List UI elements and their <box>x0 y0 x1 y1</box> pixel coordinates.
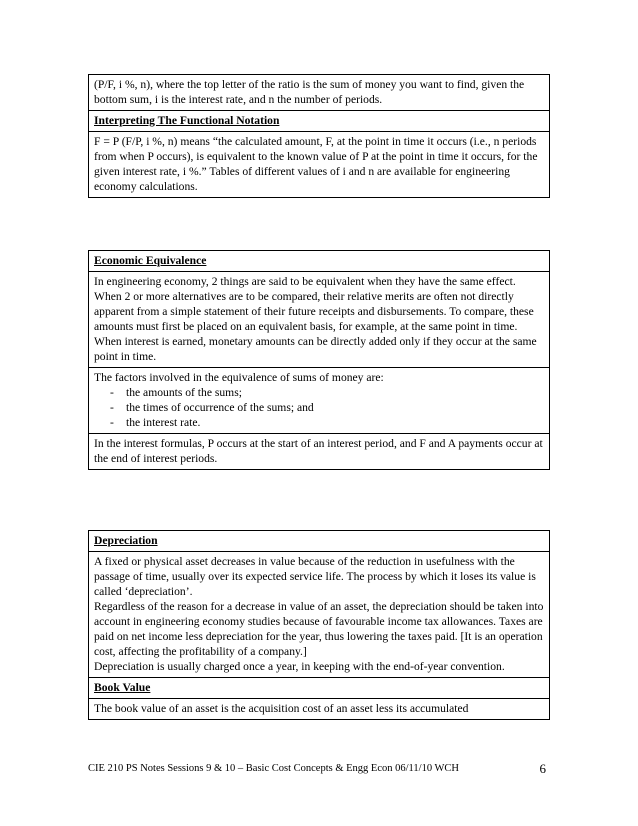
equivalence-text: In engineering economy, 2 things are said to be equivalent when they have the same effect. When 2 or more alternatives are to be compared, their relative merits are often not directly apparent from a simple statement of their future receipts and disbursements. To compare, these amounts must first be placed on an equivalent basis, for example, at the same point in time. When interest is earned, monetary amounts can be directly added only if they occur at the same point in time. <box>89 272 550 368</box>
depreciation-line-2: Regardless of the reason for a decrease in value of an asset, the depreciation should be taken into account in engineering economy studies because of favourable income tax allowances. Taxes are paid on net income less depreciation for the year, thus lowering the taxes paid. [It is an operation cost, affecting the profitability of a company.] <box>94 600 544 658</box>
section-heading-depreciation: Depreciation <box>89 531 550 552</box>
depreciation-text <box>89 552 550 678</box>
interest-formula-note: In the interest formulas, P occurs at the start of an interest period, and F and A payments occur at the end of interest periods. <box>89 434 550 470</box>
notation-box <box>88 74 550 198</box>
section-heading-economic-equivalence: Economic Equivalence <box>89 251 550 272</box>
factors-intro: The factors involved in the equivalence of sums of money are: <box>94 371 384 384</box>
equivalence-box <box>88 250 550 470</box>
footer-text: CIE 210 PS Notes Sessions 9 & 10 – Basic Cost Concepts & Engg Econ 06/11/10 WCH <box>88 763 460 774</box>
list-item: - the interest rate. <box>110 415 544 430</box>
list-item: - the times of occurrence of the sums; and <box>110 400 544 415</box>
section-heading-book-value: Book Value <box>89 678 550 699</box>
page-number: 6 <box>539 761 546 776</box>
depreciation-line-1: A fixed or physical asset decreases in value because of the reduction in usefulness with the passage of time, usually over its expected service life. The process by which it loses its value is called ‘depreciation’. <box>94 555 536 598</box>
notation-intro: (P/F, i %, n), where the top letter of the ratio is the sum of money you want to find, given the bottom sum, i is the interest rate, and n the number of periods. <box>89 75 550 111</box>
equivalence-factors <box>89 368 550 434</box>
depreciation-box <box>88 530 550 720</box>
section-heading-functional-notation: Interpreting The Functional Notation <box>89 111 550 132</box>
list-item: - the amounts of the sums; <box>110 385 544 400</box>
book-value-text: The book value of an asset is the acquisition cost of an asset less its accumulated <box>89 699 550 720</box>
depreciation-line-3: Depreciation is usually charged once a year, in keeping with the end-of-year convention. <box>94 660 505 673</box>
factors-list <box>94 385 544 430</box>
functional-notation-text: F = P (F/P, i %, n) means “the calculated amount, F, at the point in time it occurs (i.e., n periods from when P occurs), is equivalent to the known value of P at the point in time it occurs, for the given interest rate, i %.” Tables of different values of i and n are available for engineering economy calculations. <box>89 132 550 198</box>
